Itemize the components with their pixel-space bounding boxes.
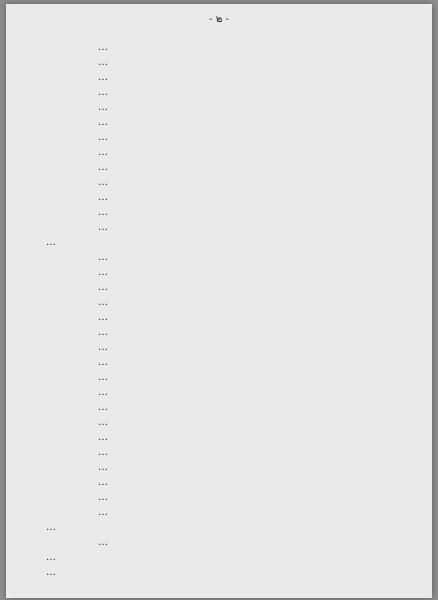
list-item: … (98, 57, 108, 68)
list-item: … (98, 297, 108, 308)
page-number: - ๒ - (209, 14, 229, 25)
list-item: … (98, 177, 108, 188)
list-item: … (98, 207, 108, 218)
list-item: … (98, 327, 108, 338)
list-item: … (98, 432, 108, 443)
list-item: … (98, 42, 108, 53)
list-item: … (98, 162, 108, 173)
list-item: … (98, 132, 108, 143)
document-body (46, 40, 402, 580)
clause-paragraph: … (98, 507, 108, 518)
clause-paragraph: … (98, 537, 108, 548)
list-item: … (98, 372, 108, 383)
list-item: … (98, 492, 108, 503)
list-item: … (98, 222, 108, 233)
list-item: … (98, 147, 108, 158)
list-item: … (98, 267, 108, 278)
list-item: … (98, 447, 108, 458)
list-item: … (98, 357, 108, 368)
list-item: … (98, 87, 108, 98)
list-item: … (98, 72, 108, 83)
list-item: … (98, 462, 108, 473)
clause-paragraph-continuation: … (46, 567, 56, 578)
list-item: … (98, 402, 108, 413)
list-item: … (98, 192, 108, 203)
clause-paragraph-continuation: … (46, 522, 56, 533)
list-item: … (98, 102, 108, 113)
list-item-continuation: … (46, 237, 56, 248)
list-item: … (98, 387, 108, 398)
document-page (6, 4, 432, 598)
list-item: … (98, 117, 108, 128)
clause-paragraph-continuation: … (46, 552, 56, 563)
list-item: … (98, 417, 108, 428)
list-item: … (98, 477, 108, 488)
list-item: … (98, 342, 108, 353)
list-item: … (98, 312, 108, 323)
list-item: … (98, 282, 108, 293)
list-item: … (98, 252, 108, 263)
